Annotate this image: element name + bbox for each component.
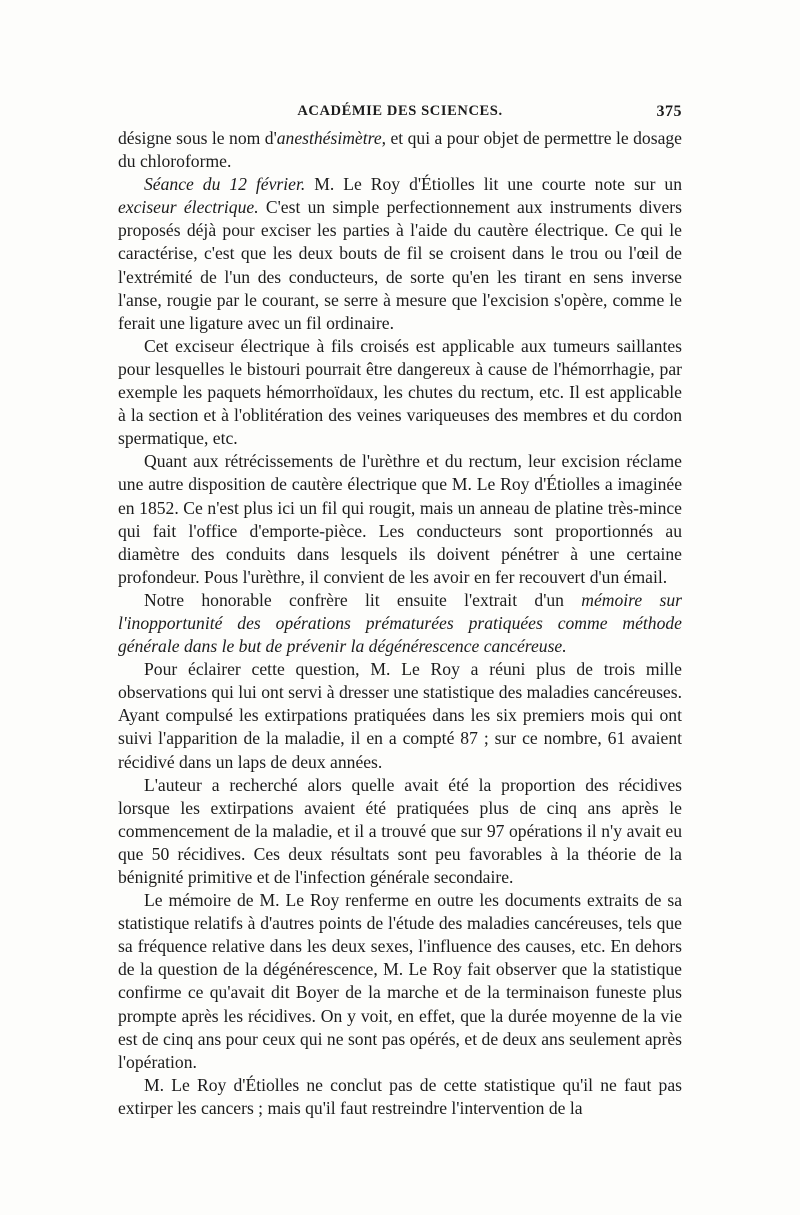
paragraph-continuation <box>118 127 682 173</box>
paragraph: Quant aux rétrécissements de l'urèthre et du rectum, leur excision réclame une autre disposition de cautère électrique que M. Le Roy d'Étiolles a imaginée en 1852. Ce n'est plus ici un fil qui rougit, mais un anneau de platine très-mince qui fait l'office d'emporte-pièce. Les conducteurs sont proportionnés au diamètre des conduits dans lesquels ils doivent pénétrer à une certaine profondeur. Pous l'urèthre, il convient de les avoir en fer recouvert d'un émail. <box>118 451 682 587</box>
italic-term-anesthesimetre: anesthésimètre <box>276 128 382 148</box>
memoire-title: mémoire sur l'inopportunité des opérations prématurées pratiquées comme méthode générale dans le but de prévenir la dégénérescence cancéreuse. <box>118 589 682 657</box>
text-run: M. Le Roy d'Étiolles lit une courte note sur un <box>305 174 683 195</box>
text-run: Notre honorable confrère lit ensuite l'extrait d'un <box>144 589 582 610</box>
text-run: , et qui a pour objet de permettre le dosage du chloroforme. <box>118 128 682 172</box>
text-run: C'est un simple perfectionnement aux instruments divers proposés déjà pour exciser les parties à l'aide du cautère électrique. Ce qui le caractérise, c'est que les deux bouts de fil se croisent dans le trou ou l'œil de l'extrémité de l'un des conducteurs, de sorte qu'en les tirant en sens inverse l'anse, rougie par le courant, se serre à mesure que l'excision s'opère, comme le ferait une ligature avec un fil ordinaire. <box>118 197 682 333</box>
session-date: Séance du 12 février. <box>144 174 306 195</box>
paragraph-seance <box>118 173 682 335</box>
page-number: 375 <box>656 103 682 120</box>
text-run: désigne sous le nom d' <box>118 128 277 148</box>
paragraph-memoire <box>118 589 682 658</box>
running-title: ACADÉMIE DES SCIENCES. <box>297 103 503 119</box>
paragraph: Pour éclairer cette question, M. Le Roy a réuni plus de trois mille observations qui lui ont servi à dresser une statistique des maladies cancéreuses. Ayant compulsé les extirpations pratiquées dans les six premiers mois qui ont suivi l'apparition de la maladie, il en a compté 87 ; sur ce nombre, 61 avaient récidivé dans un laps de deux années. <box>118 659 682 772</box>
paragraph: Cet exciseur électrique à fils croisés est applicable aux tumeurs saillantes pour lesquelles le bistouri pourrait être dangereux à cause de l'hémorrhagie, par exemple les paquets hémorrhoïdaux, les chutes du rectum, etc. Il est applicable à la section et à l'oblitération des veines variqueuses des membres et du cordon spermatique, etc. <box>118 335 682 449</box>
paragraph: M. Le Roy d'Étiolles ne conclut pas de cette statistique qu'il ne faut pas extirper les cancers ; mais qu'il faut restreindre l'intervention de la <box>118 1074 682 1118</box>
page-body <box>118 127 682 1120</box>
paragraph: L'auteur a recherché alors quelle avait été la proportion des récidives lorsque les extirpations avaient été pratiquées plus de cinq ans après le commencement de la maladie, et il a trouvé que sur 97 opérations il n'y avait eu que 50 récidives. Ces deux résultats sont peu favorables à la théorie de la bénignité primitive et de l'infection générale secondaire. <box>118 774 682 887</box>
paragraph: Le mémoire de M. Le Roy renferme en outre les documents extraits de sa statistique relatifs à d'autres points de l'étude des maladies cancéreuses, tels que sa fréquence relative dans les deux sexes, l'influence des causes, etc. En dehors de la question de la dégénérescence, M. Le Roy fait observer que la statistique confirme ce qu'avait dit Boyer de la marche et de la terminaison funeste plus prompte après les récidives. On y voit, en effet, que la durée moyenne de la vie est de cinq ans pour ceux qui ne sont pas opérés, et de deux ans seulement après l'opération. <box>118 890 682 1072</box>
italic-term-exciseur: exciseur électrique. <box>118 197 259 218</box>
running-head <box>118 103 682 125</box>
